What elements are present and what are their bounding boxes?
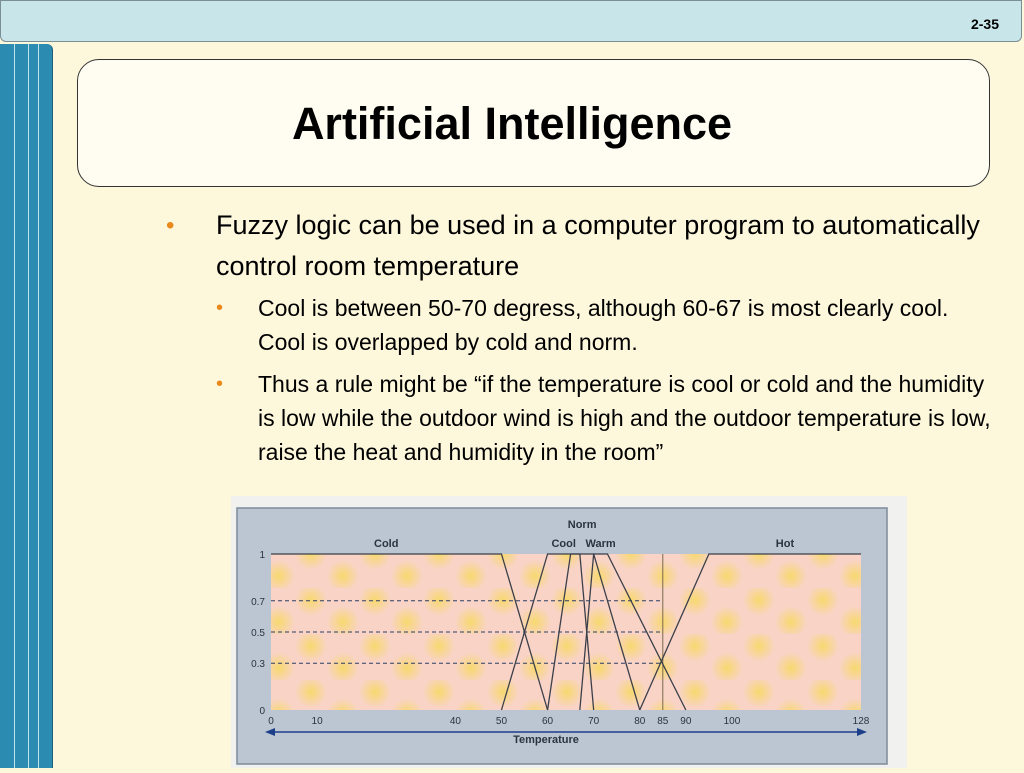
fuzzy-membership-chart xyxy=(231,496,907,768)
x-tick-label: 70 xyxy=(588,716,600,727)
x-tick-label: 128 xyxy=(852,716,870,727)
series-label-cold: Cold xyxy=(374,538,399,550)
series-label-hot: Hot xyxy=(775,538,795,550)
slide-number: 2-35 xyxy=(970,16,999,32)
x-tick-label: 10 xyxy=(311,716,323,727)
bullet-list xyxy=(166,205,996,469)
y-tick-label: 0 xyxy=(259,706,265,717)
slide-title: Artificial Intelligence xyxy=(291,98,733,149)
x-axis-label: Temperature xyxy=(513,734,579,746)
sub-bullet-item xyxy=(166,291,996,359)
sub-bullet-item xyxy=(166,367,996,469)
rail-stripe xyxy=(28,44,29,768)
x-tick-label: 100 xyxy=(723,716,741,727)
series-label-warm: Warm xyxy=(585,538,616,550)
x-tick-label: 90 xyxy=(680,716,692,727)
y-tick-label: 0.3 xyxy=(251,659,265,671)
x-tick-label: 80 xyxy=(634,716,646,727)
bullet-icon: • xyxy=(166,212,175,239)
bullet-text: Cool is between 50-70 degress, although 60-67 is most clearly cool. Cool is overlapped by cold and norm. xyxy=(258,295,949,355)
bullet-icon: • xyxy=(216,373,224,395)
chart-svg xyxy=(231,496,907,768)
rail-stripe xyxy=(38,44,39,768)
y-tick-label: 1 xyxy=(259,550,265,561)
rail-stripe xyxy=(14,44,15,768)
bullet-text: Fuzzy logic can be used in a computer program to automatically control room temperature xyxy=(216,210,980,281)
x-tick-label: 85 xyxy=(657,716,669,727)
series-label-cool: Cool xyxy=(551,538,576,550)
bullet-item xyxy=(166,205,996,287)
side-rail xyxy=(0,44,53,768)
x-tick-label: 40 xyxy=(449,716,461,727)
bullet-icon: • xyxy=(216,297,224,319)
x-tick-label: 60 xyxy=(542,716,554,727)
y-tick-label: 0.7 xyxy=(251,596,265,608)
x-tick-label: 50 xyxy=(495,716,508,727)
series-label-norm: Norm xyxy=(567,519,597,531)
y-tick-label: 0.5 xyxy=(251,628,265,639)
header-bar xyxy=(0,0,1022,42)
bullet-text: Thus a rule might be “if the temperature is cool or cold and the humidity is low while the outdoor wind is high and the outdoor temperature is low, raise the heat and humidity in the room” xyxy=(258,371,991,465)
x-tick-label: 0 xyxy=(268,716,274,727)
